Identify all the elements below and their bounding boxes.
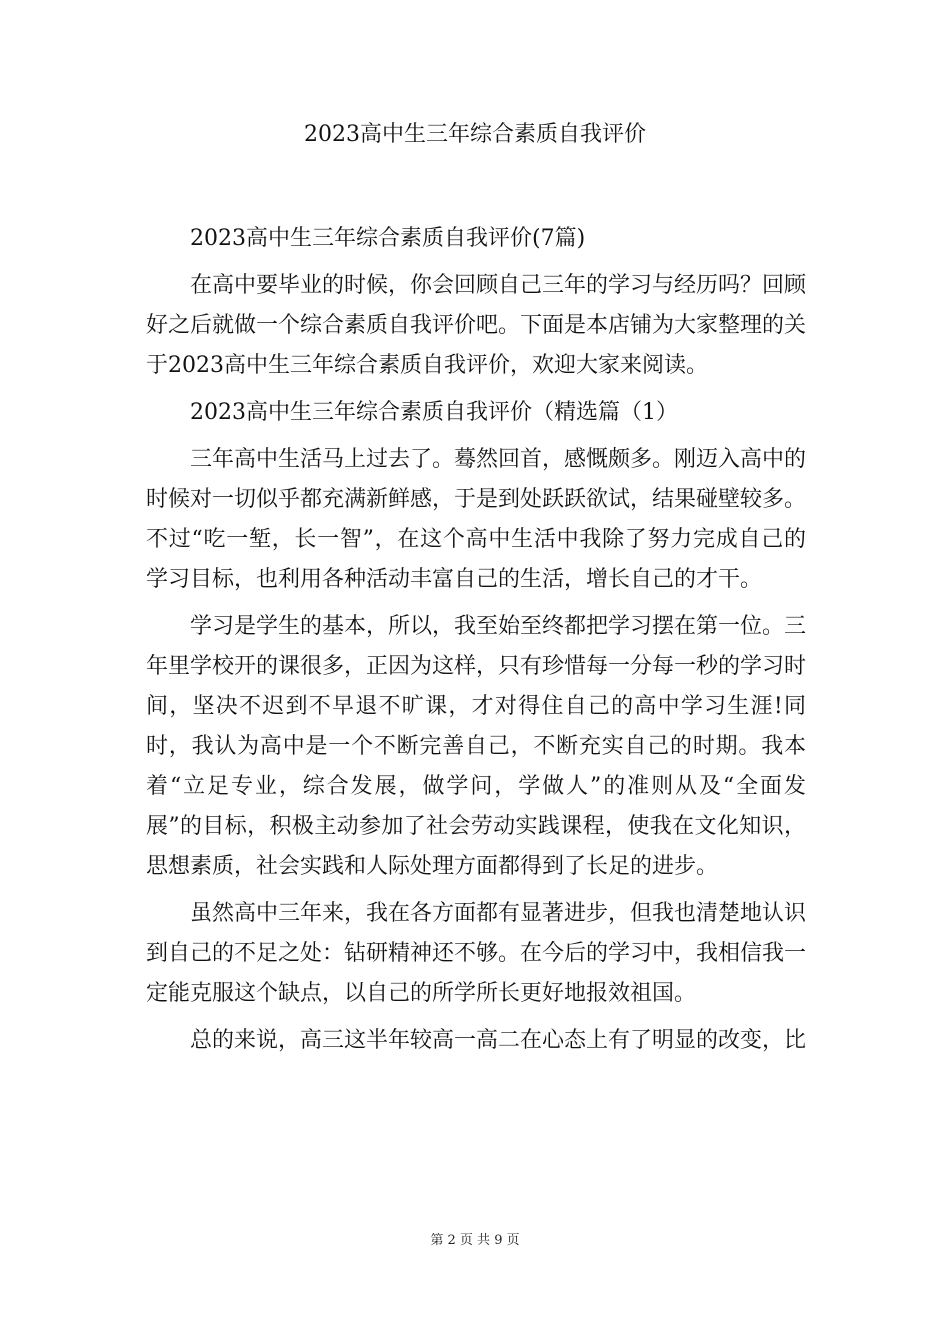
body-paragraph: 三年高中生活马上过去了。蓦然回首，感慨颇多。刚迈入高中的时候对一切似乎都充满新鲜感，于是到处跃跃欲试，结果碰壁较多。不过“吃一堑，长一智”，在这个高中生活中我除了努力完成自己的学习目标，也利用各种活动丰富自己的生活，增长自己的才干。 <box>146 447 807 592</box>
page-number-footer <box>0 1232 950 1250</box>
document-body <box>146 219 806 1061</box>
intro-paragraph: 在高中要毕业的时候，你会回顾自己三年的学习与经历吗？回顾好之后就做一个综合素质自我评价吧。下面是本店铺为大家整理的关于2023高中生三年综合素质自我评价，欢迎大家来阅读。 <box>146 273 807 378</box>
body-paragraph: 虽然高中三年来，我在各方面都有显著进步，但我也清楚地认识到自己的不足之处：钻研精神还不够。在今后的学习中，我相信我一定能克服这个缺点，以自己的所学所长更好地报效祖国。 <box>146 901 807 1006</box>
document-title: 2023高中生三年综合素质自我评价 <box>304 122 646 147</box>
section-heading: 2023高中生三年综合素质自我评价（精选篇（1） <box>190 400 678 425</box>
page-number-label: 第 2 页 共 9 页 <box>430 1233 520 1248</box>
subtitle-paragraph: 2023高中生三年综合素质自我评价(7篇) <box>190 226 586 251</box>
body-paragraph: 总的来说，高三这半年较高一高二在心态上有了明显的改变，比 <box>190 1028 807 1053</box>
body-paragraph: 学习是学生的基本，所以，我至始至终都把学习摆在第一位。三年里学校开的课很多，正因为这样，只有珍惜每一分每一秒的学习时间，坚决不迟到不早退不旷课，才对得住自己的高中学习生涯!同时，我认为高中是一个不断完善自己，不断充实自己的时期。我本着“立足专业，综合发展，做学问，学做人”的准则从及“全面发展”的目标，积极主动参加了社会劳动实践课程，使我在文化知识，思想素质，社会实践和人际处理方面都得到了长足的进步。 <box>146 614 807 879</box>
